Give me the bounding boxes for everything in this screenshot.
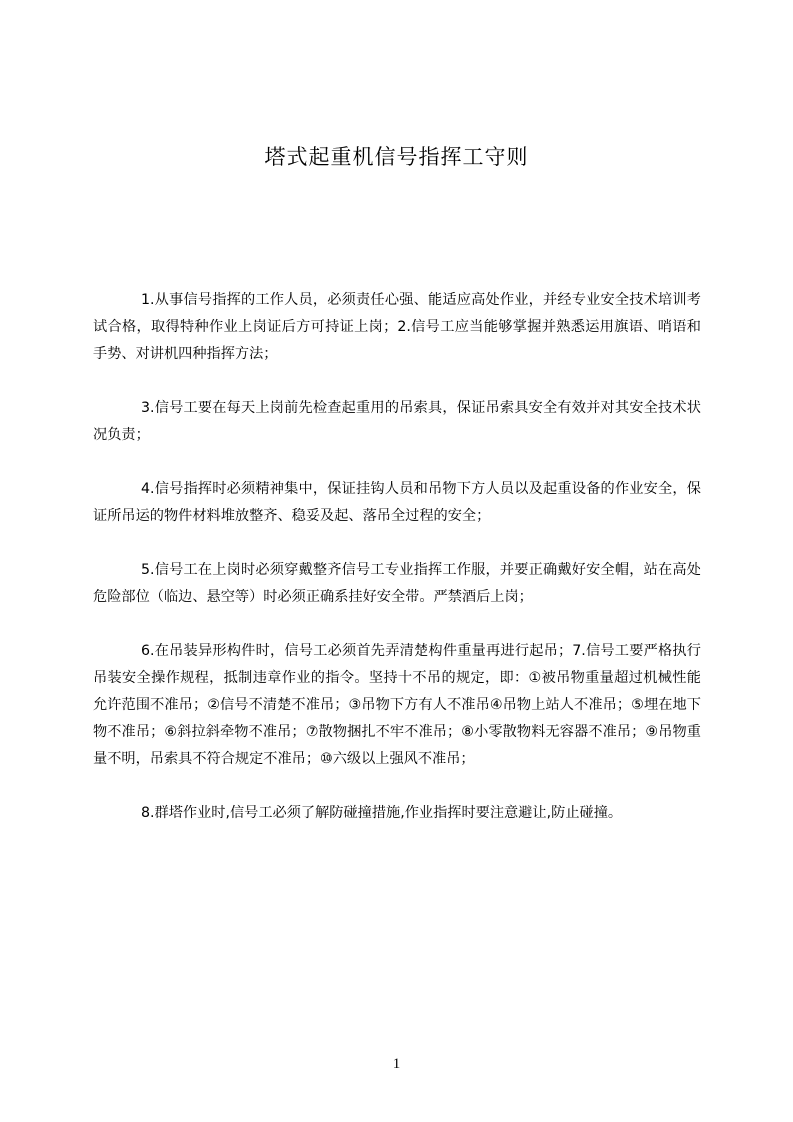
paragraph-4: 4.信号指挥时必须精神集中，保证挂钩人员和吊物下方人员以及起重设备的作业安全，保证所吊运的物件材料堆放整齐、稳妥及起、落吊全过程的安全； [93,481,701,524]
document-body [93,287,701,854]
paragraph-6: 6.在吊装异形构件时，信号工必须首先弄清楚构件重量再进行起吊；7.信号工要严格执行吊装安全操作规程，抵制违章作业的指令。坚持十不吊的规定，即：①被吊物重量超过机械性能允许范围不准吊；②信号不清楚不准吊；③吊物下方有人不准吊④吊物上站人不准吊；⑤埋在地下物不准吊；⑥斜拉斜牵物不准吊；⑦散物捆扎不牢不准吊；⑧小零散物料无容器不准吊；⑨吊物重量不明，吊索具不符合规定不准吊；⑩六级以上强风不准吊； [93,643,701,767]
page-number: 1 [392,1056,401,1072]
paragraph-1: 1.从事信号指挥的工作人员，必须责任心强、能适应高处作业，并经专业安全技术培训考试合格，取得特种作业上岗证后方可持证上岗；2.信号工应当能够掌握并熟悉运用旗语、哨语和手势、对讲机四种指挥方法； [93,292,701,362]
paragraph-5: 5.信号工在上岗时必须穿戴整齐信号工专业指挥工作服，并要正确戴好安全帽，站在高处危险部位（临边、悬空等）时必须正确系挂好安全带。严禁酒后上岗； [93,562,701,605]
paragraph-8: 8.群塔作业时,信号工必须了解防碰撞措施,作业指挥时要注意避让,防止碰撞。 [141,805,623,821]
paragraph-3: 3.信号工要在每天上岗前先检查起重用的吊索具，保证吊索具安全有效并对其安全技术状况负责； [93,400,701,443]
document-title: 塔式起重机信号指挥工守则 [264,145,529,169]
